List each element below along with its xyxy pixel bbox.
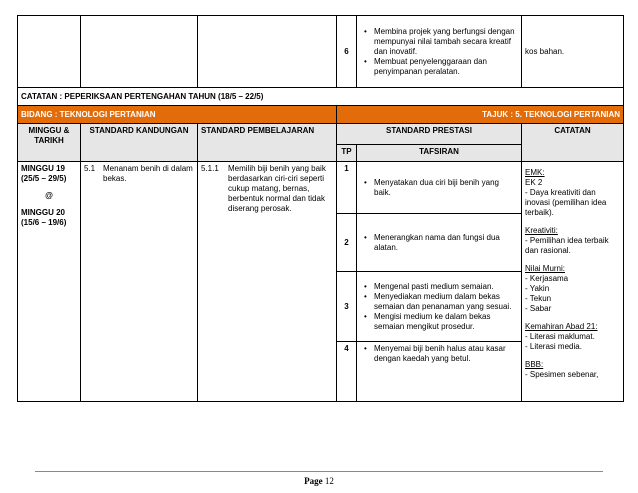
tp-cell: 1 — [337, 162, 357, 214]
cont-sk-cell — [81, 16, 198, 88]
page-number: 12 — [324, 476, 334, 486]
sp-text: Memilih biji benih yang baik berdasarkan ciri-ciri seperti cukup matang, bernas, berbentuk normal dan tidak diserang perosak. — [228, 164, 326, 213]
header-row — [18, 124, 624, 145]
nilai-title: Nilai Murni: — [525, 264, 566, 273]
list-item: • Membuat penyelenggaraan dan penyimpanan peralatan. — [374, 57, 518, 77]
catatan-line: - Sabar — [525, 304, 552, 313]
rpt-table — [17, 15, 624, 402]
sp-number: 5.1.1 — [201, 164, 219, 173]
minggu-line: MINGGU 20 — [21, 208, 66, 217]
catatan-line: - Daya kreativiti dan inovasi (pemilihan idea terbaik). — [525, 188, 607, 217]
table-row — [18, 162, 624, 214]
tp-cell: 2 — [337, 214, 357, 272]
tp-cell: 6 — [337, 16, 357, 88]
header-tafsiran: TAFSIRAN — [357, 145, 522, 162]
list-item: • Menyatakan dua ciri biji benih yang baik. — [374, 178, 518, 198]
bbb-title: BBB: — [525, 360, 544, 369]
tafsiran-list — [360, 233, 518, 253]
sk-cell — [81, 162, 198, 402]
tafsiran-list — [360, 27, 518, 77]
minggu-line: MINGGU 19 — [21, 164, 66, 173]
list-item: • Menyemai biji benih halus atau kasar dengan kaedah yang betul. — [374, 344, 518, 364]
tafsiran-cell — [357, 342, 522, 402]
catatan-line: - Pemilihan idea terbaik dan rasional. — [525, 236, 609, 255]
list-item: • Menyediakan medium dalam bekas semaian dan penanaman yang sesuai. — [374, 292, 518, 312]
header-catatan: CATATAN — [522, 124, 624, 162]
minggu-line: (25/5 – 29/5) — [21, 174, 67, 183]
tp-cell: 4 — [337, 342, 357, 402]
minggu-cell — [18, 162, 81, 402]
sk-text: Menanam benih di dalam bekas. — [103, 164, 193, 183]
footer-divider — [35, 471, 603, 472]
cont-minggu-cell — [18, 16, 81, 88]
minggu-separator: @ — [45, 191, 53, 200]
minggu-line: (15/6 – 19/6) — [21, 218, 67, 227]
tafsiran-list — [360, 344, 518, 364]
catatan-line: - Tekun — [525, 294, 552, 303]
header-sp: STANDARD PEMBELAJARAN — [198, 124, 337, 162]
abad-title: Kemahiran Abad 21: — [525, 322, 598, 331]
catatan-line: EK 2 — [525, 178, 543, 187]
list-item: • Mengisi medium ke dalam bekas semaian mengikut prosedur. — [374, 312, 518, 332]
tafsiran-cell — [357, 162, 522, 214]
sp-cell — [198, 162, 337, 402]
sk-number: 5.1 — [84, 164, 96, 173]
list-item: • Menerangkan nama dan fungsi dua alatan. — [374, 233, 518, 253]
catatan-line: - Kerjasama — [525, 274, 569, 283]
list-item: • Mengenal pasti medium semaian. — [374, 282, 518, 292]
emk-title: EMK: — [525, 168, 545, 177]
catatan-cell — [522, 162, 624, 402]
page-footer — [0, 476, 638, 486]
cont-sp-cell — [198, 16, 337, 88]
bidang-row — [18, 106, 624, 124]
exam-note-row — [18, 88, 624, 106]
sk-entry — [84, 164, 194, 184]
catatan-line: - Yakin — [525, 284, 550, 293]
exam-note: CATATAN : PEPERIKSAAN PERTENGAHAN TAHUN (18/5 – 22/5) — [18, 88, 624, 106]
catatan-cell: kos bahan. — [522, 16, 624, 88]
header-tp: TP — [337, 145, 357, 162]
tafsiran-cell — [357, 214, 522, 272]
kreativiti-title: Kreativiti: — [525, 226, 558, 235]
list-item: • Membina projek yang berfungsi dengan mempunyai nilai tambah secara kreatif dan inovatif. — [374, 27, 518, 57]
bidang-label: BIDANG : TEKNOLOGI PERTANIAN — [18, 106, 337, 124]
header-sk: STANDARD KANDUNGAN — [81, 124, 198, 162]
header-minggu: MINGGU & TARIKH — [18, 124, 81, 162]
tafsiran-list — [360, 178, 518, 198]
tafsiran-list — [360, 282, 518, 332]
header-prestasi: STANDARD PRESTASI — [337, 124, 522, 145]
tafsiran-cell — [357, 16, 522, 88]
page-label: Page — [304, 476, 323, 486]
tajuk-label: TAJUK : 5. TEKNOLOGI PERTANIAN — [337, 106, 624, 124]
catatan-line: - Spesimen sebenar, — [525, 370, 599, 379]
tp-cell: 3 — [337, 272, 357, 342]
continuation-row — [18, 16, 624, 88]
catatan-line: - Literasi media. — [525, 342, 582, 351]
sp-entry — [201, 164, 333, 214]
tafsiran-cell — [357, 272, 522, 342]
catatan-line: - Literasi maklumat. — [525, 332, 595, 341]
